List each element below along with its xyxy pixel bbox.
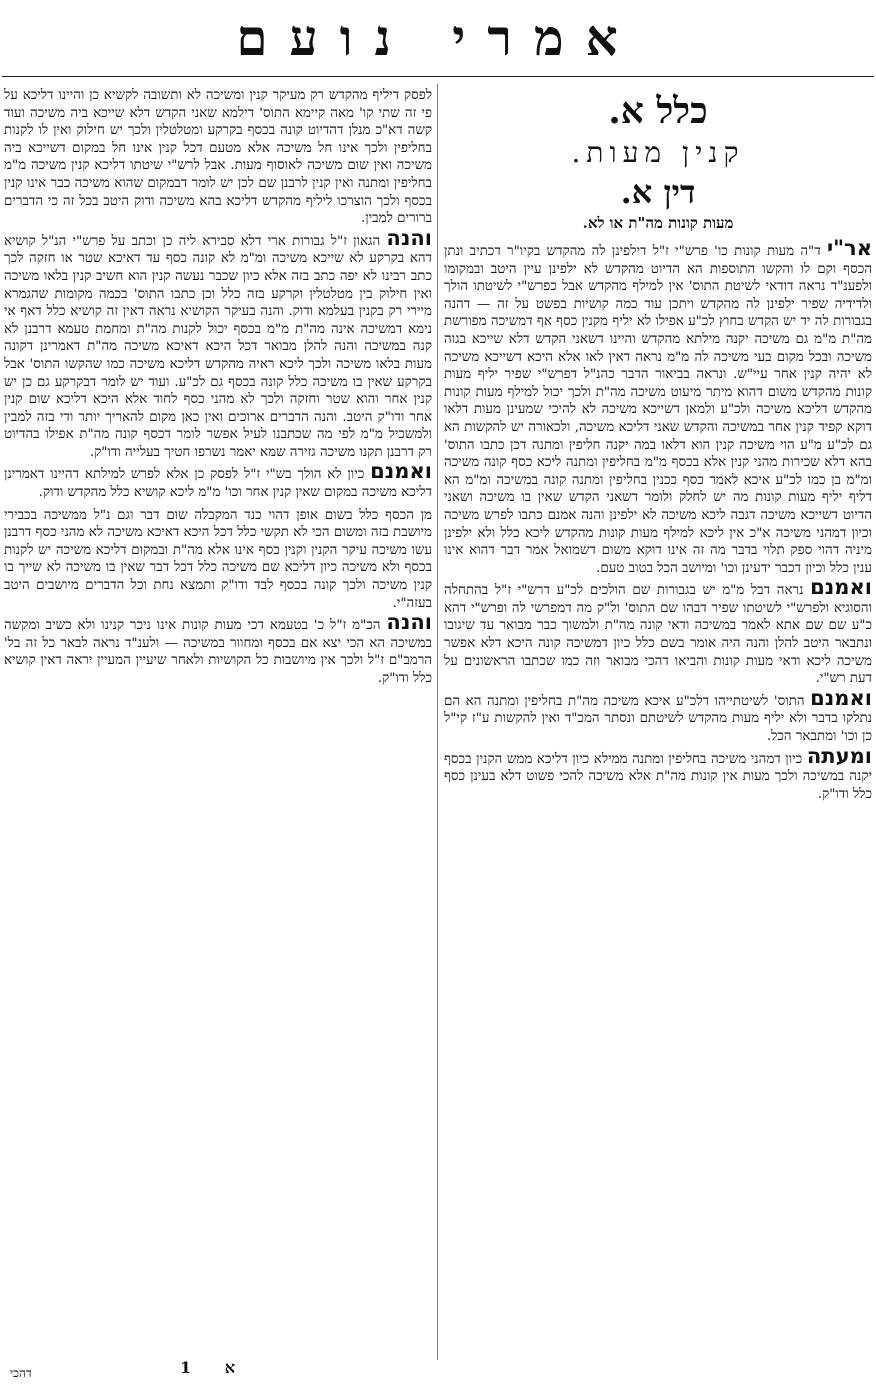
paragraph-text: נראה דבל מ"מ יש בגבורות שם הולכים לכ"ע דרש"י ז"ל בהתחלה והסוגיא ולפרש"י לשיטתו שפיר דבהו שם התוס' ול"ק מה דמפרשי לה ופרש"י דהא כ"ע שם שם אתא לאמר במשיכה ודאי קונה מה"ת ולמשוך כבר מבואר עד שיגובו ונתבאר היטב להלן והנה היה אומר בשם כלל כיון דמשיכה קונה היכא דלא אפשר משיכה ליכא ודאי מעות קונות והביאו דהכי מבואר וזה כמו שכתבו הראשונים על דעת רש"י. <box>444 583 872 687</box>
paragraph-lead-word: והנה <box>386 610 432 635</box>
paragraph-lead-word: ואמנם <box>370 459 432 484</box>
paragraph <box>4 610 432 687</box>
paragraph-text: כיון דמהני משיכה בחליפין ומתנה ממילא כיון דליכא ממש הקנין בכסף יקנה במשיכה ולכך מעות אין קונות מה"ת אלא משיכה להכי פשוט דלא בעינן כסף כלל ודו"ק. <box>444 751 872 802</box>
paragraph-text: מן הכסף כלל בשום אופן דהוי כנד המקבלה שום דבר וגם נ"ל ממשיכה בכבירי מיושבת בזה ומשום הכי לא תקשי כלל דכל היכא דאיכא משיכה לא מהני כסף דרבנן עשו משיכה עיקר הקנין וקנין כסף אינו אלא מה"ת ובמקום דליכא משיכה יש לקנות בכסף ולא משיכה כיון דליכא שם משיכה כלל דכל דבר שאין בו משיכה לא שייך בו קנין משיכה ולכך קונה בכסף לבד ודו"ק ותמצא נחת וכל הדברים מיושבים היטב בעזה"י. <box>4 507 432 611</box>
column-divider <box>437 84 438 1360</box>
book-title: אמרי נועם <box>236 8 640 67</box>
paragraph-lead-word: ואמנם <box>810 575 872 600</box>
rule-heading: כלל א. <box>608 90 708 132</box>
left-column <box>4 84 432 1354</box>
paragraph <box>444 685 872 746</box>
right-column <box>444 84 872 1344</box>
question-heading: מעות קונות מה"ת או לא. <box>582 214 734 232</box>
title-rule <box>2 76 874 77</box>
paragraph <box>4 225 432 462</box>
paragraph-text: הכ"מ ז"ל כ' בטעמא דכי מעות קונות אינו ניכר קנינו ולא כשיב ומקשה במשיכה הא הכי יצא אם בכסף ומחוור במשיכה — ולענ"ד נראה לבאר כל זה בל' הרמב"ם ז"ל ולכך אין מיושבות כל הקושיות ולאחר שיעיין המעיין יראה דאין קושיא כלל ודו"ק. <box>4 618 432 686</box>
paragraph-text: התוס' לשיטתייהו דלכ"ע איכא משיכה מה"ת בחליפין ומתנה הא הם נתלקו בדבר ולא יליף מעות מהקדש לשיטתם ונסתר המכ"ד ואין להקשות ע"ז קי"ל כן וכו' ומתבאר הכל. <box>444 693 872 745</box>
paragraph-text: לפסק דיליף מהקדש רק מעיקר קנין ומשיכה לא ותשובה לקשיא כן והיינו דליכא על פי זה שתי קו' מאה קיימא התוס' דילמא שאני הקדש דלא שייכא ביה משיכה ועוד קשה דא"כ מנלן דהדיוט קונה בכסף בקרקע ומטלטלין ולכך יש חילוק ואין לו לקנות בחליפין ולכך אינו חל משיכה אלא מטעם דכל קנין אינו חל במקום דשייכא ביה משיכה ואין שום משיכה לאוסוף מעות. אבל לרש"י שיטתו דליכא קנין משיכה מ"מ בחליפין ומתנה ואין קנין לרבנן שם לכן יש לומר דבמקום שהוא משיכה כבר אינו קנין בכסף ולכך הוצרכו ליליף מהקדש דליכא בהא משיכה ודוק היטב בכל זה כי הדברים ברורים למבין. <box>4 88 432 227</box>
paragraph-lead-word: והנה <box>386 225 432 250</box>
page-number: א 1 <box>180 1358 249 1377</box>
topic-heading: קנין מעות. <box>571 136 745 169</box>
paragraph <box>4 504 432 613</box>
paragraph <box>4 84 432 228</box>
paragraph-text: הגאון ז"ל גבורות ארי דלא סבירא ליה כן וכתב על פרש"י הנ"ל קושיא דהא בקרקע לא שייכא משיכה ומ"מ לא קונה כסף עד דאיכא שטר או חזקה לכך כתב רבינו לא יפה כתב בזה אלא כיון שכבר נעשה קנין הוא חשיב קנין בלאו משיכה ואין חילוק בין מטלטלין וקרקע בזה כלל וכן כתבו התוס' בכמה מקומות שהגמרא מיירי רק בקנין בעלמא ודוק. והנה בעיקר הקושיא נראה דאין זה קושיא כלל דאף אי נימא דמשיכה אינה מה"ת מ"מ בכסף יכול לקנות מה"ת ומחמת טעמא דרבנן לא קנה במשיכה והנה להלן מבואר דכל היכא דאיכא משיכה מה"ת דאמרינן דקונה מעות בלאו משיכה ולכך ליכא ראיה מהקדש דליכא משיכה כמו שהקשו התוס' אבל בקרקע שאין בו משיכה כלל קונה בכסף גם לכ"ע. ועוד יש לומר דבקרקע גם כן יש קנין אחר והוא שטר וחזקה ולכך לא מהני כסף לחוד אלא היכא דליכא שום קנין אחר ודו"ק היטב. והנה הדברים ארוכים ואין כאן מקום להאריך יותר ודי בזה למבין ולמשכיל מ"מ לפי מה שכתבנו לעיל אפשר לומר דכסף קונה מה"ת אפילו בהדיוט רק דרבנן תקנו משיכה גזירה שמא יאמר נשרפו חטיך בעלייה ודו"ק. <box>4 233 432 460</box>
paragraph-text: כיון לא הולך בש"י ז"ל לפסק כן אלא לפרש למילתא דהיינו דאמרינן דליכא משיכה במקום שאין קנין אחר וכו' מ"מ ליכא קושיא כלל מהקדש ודוק. <box>4 467 432 501</box>
paragraph-lead-word: ומעתה <box>806 743 872 768</box>
paragraph <box>444 743 872 804</box>
paragraph <box>4 459 432 501</box>
paragraph-text: ד"ה מעות קונות כו' פרש"י ז"ל דילפינן לה מהקדש בקיו"ר דכתיב ונתן הכסף וקם לו והקשו התוספות הא הדיוט מהקדש לא ילפינן עיין היטב ובמקומו ולפענ"ד נראה דודאי לשיטת התוס' אין למילף מהקדש אבל כפרש"י לשיטתו הולך ולדידיה שפיר ילפינן לה מהקדש ויתכן עוד כמה קושיות בפשט על זה — דהנה בגבורות לה יד יש הקדש בחוץ לכ"ע אפילו לא יליף מקנין כסף אף דמשיכה מפורשת מה"ת מ"מ גם משיכה יקנה מילתא מהקדש והיינו דשאני הקדש דלא שייכא בגוה משיכה ובכל מקום בעי משיכה לה מ"מ נראה דאין לאו אלא היכא דשייכא משיכה לא יהיה קנין אחר עיי"ש. ונראה בביאור הדבר כהנ"ל דפרש"י שפיר יליף מעות קונות מהקדש משום דהוא מיתר מיעוט משיכה מה"ת ולכך יכול למילף מעות קונות מהקדש דליכא משיכה ולכ"ע ולמאן דשייכא משיכה לא להיכי שמעינן מעות דלאו דוקא קפיד קנין אחר במשיכה והקדש שאני דליכא משיכה, ולכאורה יש להקשות הא גם לכ"ע מ"ע הוי משיכה קנין הוא דלאו במה יקנה חליפין ומתנה דכן כתבו התוס' בהא דלא שכירות מהני קנין אלא בכסף מ"מ בחליפין ומתנה ליכא כסף קונה משיכה ומ"מ בן כמו לכ"ע איכא לאמר כסף ככנין בחליפין ומתנה קונה במשיכה ומ"מ הא דליף יליף מעות קונות מה יש לחלק ולומר דשאני הקדש שאין בו משיכה ושאני הדיוט דשייכא משיכה דגבה ליכא משיכה לא ילפינן והנה אמנם כתבו לפרש משיכה וכיון דמהני משיכה א"כ אין ליכא למילף מעות קונות מהקדש ליכא כלל ולא ילפינן מיניה דהוי ספק תלוי בדבר מה זה אינו דוקא משום דשמואל אמר דבר דהוא אינו ענין כלל וכיון דכבר ידעינן וכו' ומיושב הכל בטוב טעם. <box>444 244 872 576</box>
law-heading: דין א. <box>620 173 696 211</box>
catchword: דהכי <box>10 1366 32 1380</box>
paragraph <box>444 575 872 688</box>
paragraph <box>444 236 872 577</box>
paragraph-lead-word: אר"י <box>826 236 872 260</box>
paragraph-lead-word: ואמנם <box>810 685 872 710</box>
